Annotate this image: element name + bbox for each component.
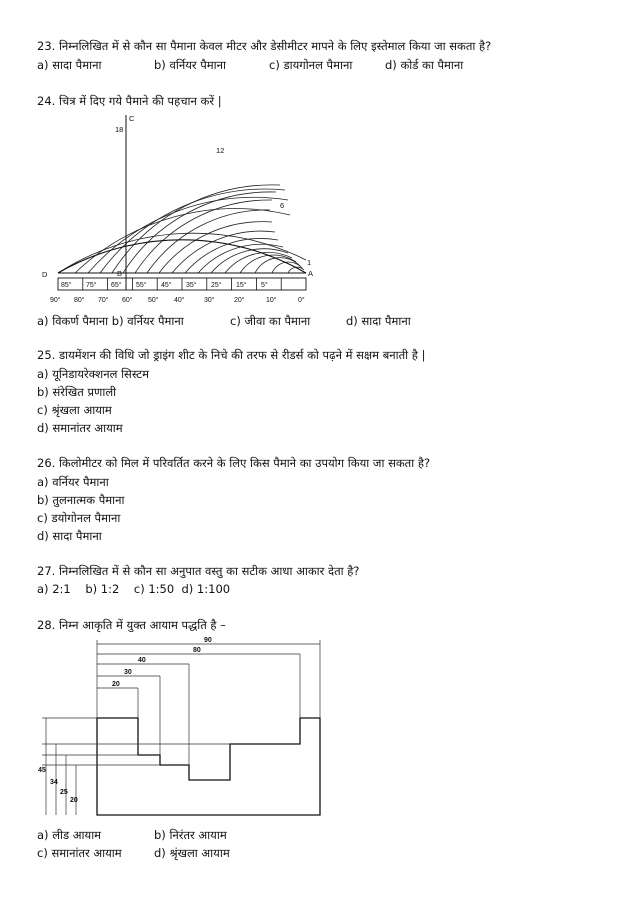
lower-scale-label: 80° [74,297,85,304]
dim-34: 34 [50,779,58,786]
q25-option-c: c) श्रृंखला आयाम [37,403,112,417]
q25-option-d: d) समानांतर आयाम [37,421,123,435]
dim-80: 80 [193,647,201,654]
dim-40: 40 [138,657,146,664]
lower-scale-label: 0° [298,297,305,304]
lower-scale-label: 10° [266,297,277,304]
q26-option-a: a) वर्नियर पैमाना [37,475,109,489]
q25-option-a: a) यूनिडायरेक्शनल सिस्टम [37,367,149,381]
dim-90: 90 [204,637,212,644]
question-28: 28. निम्न आकृति में युक्त आयाम पद्धति है – [37,618,226,632]
q25-option-b: b) संरेखित प्रणाली [37,385,117,399]
q26-option-b: b) तुलनात्मक पैमाना [37,493,125,507]
arc-label-6: 6 [280,201,285,210]
chord-scale-figure [40,110,320,310]
lower-scale-label: 50° [148,297,159,304]
q28-option-b: b) निरंतर आयाम [154,828,227,842]
lower-scale-label: 40° [174,297,185,304]
dim-25: 25 [60,789,68,796]
upper-scale-label: 35° [186,282,197,289]
q24-option-c: c) जीवा का पैमाना [230,314,311,328]
q26-option-c: c) डयोगोनल पैमाना [37,511,121,525]
q26-option-d: d) सादा पैमाना [37,529,102,543]
upper-scale-label: 65° [111,282,122,289]
lower-scale-label: 20° [234,297,245,304]
arc-label-1: 1 [307,258,312,267]
question-24: 24. चित्र में दिए गये पैमाने की पहचान करें | [37,94,222,108]
q23-option-c: c) डायगोनल पैमाना [269,58,353,72]
dimensioning-figure [38,632,328,822]
arc-label-18: 18 [115,125,124,134]
q28-option-a: a) लीड आयाम [37,828,102,842]
label-a: A [308,269,314,278]
upper-scale-label: 55° [136,282,147,289]
q24-option-ab: a) विकर्ण पैमाना b) वर्नियर पैमाना [37,314,184,328]
arc-label-12: 12 [216,146,225,155]
upper-scale-label: 45° [161,282,172,289]
dim-20-vertical: 20 [70,797,78,804]
q28-option-d: d) श्रृंखला आयाम [154,846,230,860]
question-23: 23. निम्नलिखित में से कौन सा पैमाना केवल मीटर और डेसीमीटर मापने के लिए इस्तेमाल किया जा सकता है? [37,39,492,53]
dim-45: 45 [38,767,46,774]
label-b: B [117,269,123,278]
lower-scale-label: 30° [204,297,215,304]
upper-scale-label: 75° [86,282,97,289]
upper-scale-label: 85° [61,282,72,289]
label-d: D [42,270,48,279]
dim-30: 30 [124,669,132,676]
question-27: 27. निम्नलिखित में से कौन सा अनुपात वस्तु का सटीक आधा आकार देता है? [37,564,360,578]
q23-option-b: b) वर्नियर पैमाना [154,58,226,72]
q28-option-c: c) समानांतर आयाम [37,846,122,860]
q27-options: a) 2:1 b) 1:2 c) 1:50 d) 1:100 [37,582,231,596]
q23-option-a: a) सादा पैमाना [37,58,102,72]
q24-option-d: d) सादा पैमाना [346,314,411,328]
lower-scale-label: 90° [50,297,61,304]
label-c: C [129,114,135,123]
question-25: 25. डायमेंशन की विधि जो ड्राइंग शीट के निचे की तरफ से रीडर्स को पढ़ने में सक्षम बनाती है | [37,348,426,362]
upper-scale-label: 5° [261,282,268,289]
part-outline [97,718,320,815]
q23-option-d: d) कोर्ड का पैमाना [385,58,464,72]
dim-20: 20 [112,681,120,688]
lower-scale-label: 70° [98,297,109,304]
upper-scale-label: 25° [211,282,222,289]
question-26: 26. किलोमीटर को मिल में परिवर्तित करने के लिए किस पैमाने का उपयोग किया जा सकता है? [37,456,431,470]
lower-scale-label: 60° [122,297,133,304]
upper-scale-label: 15° [236,282,247,289]
